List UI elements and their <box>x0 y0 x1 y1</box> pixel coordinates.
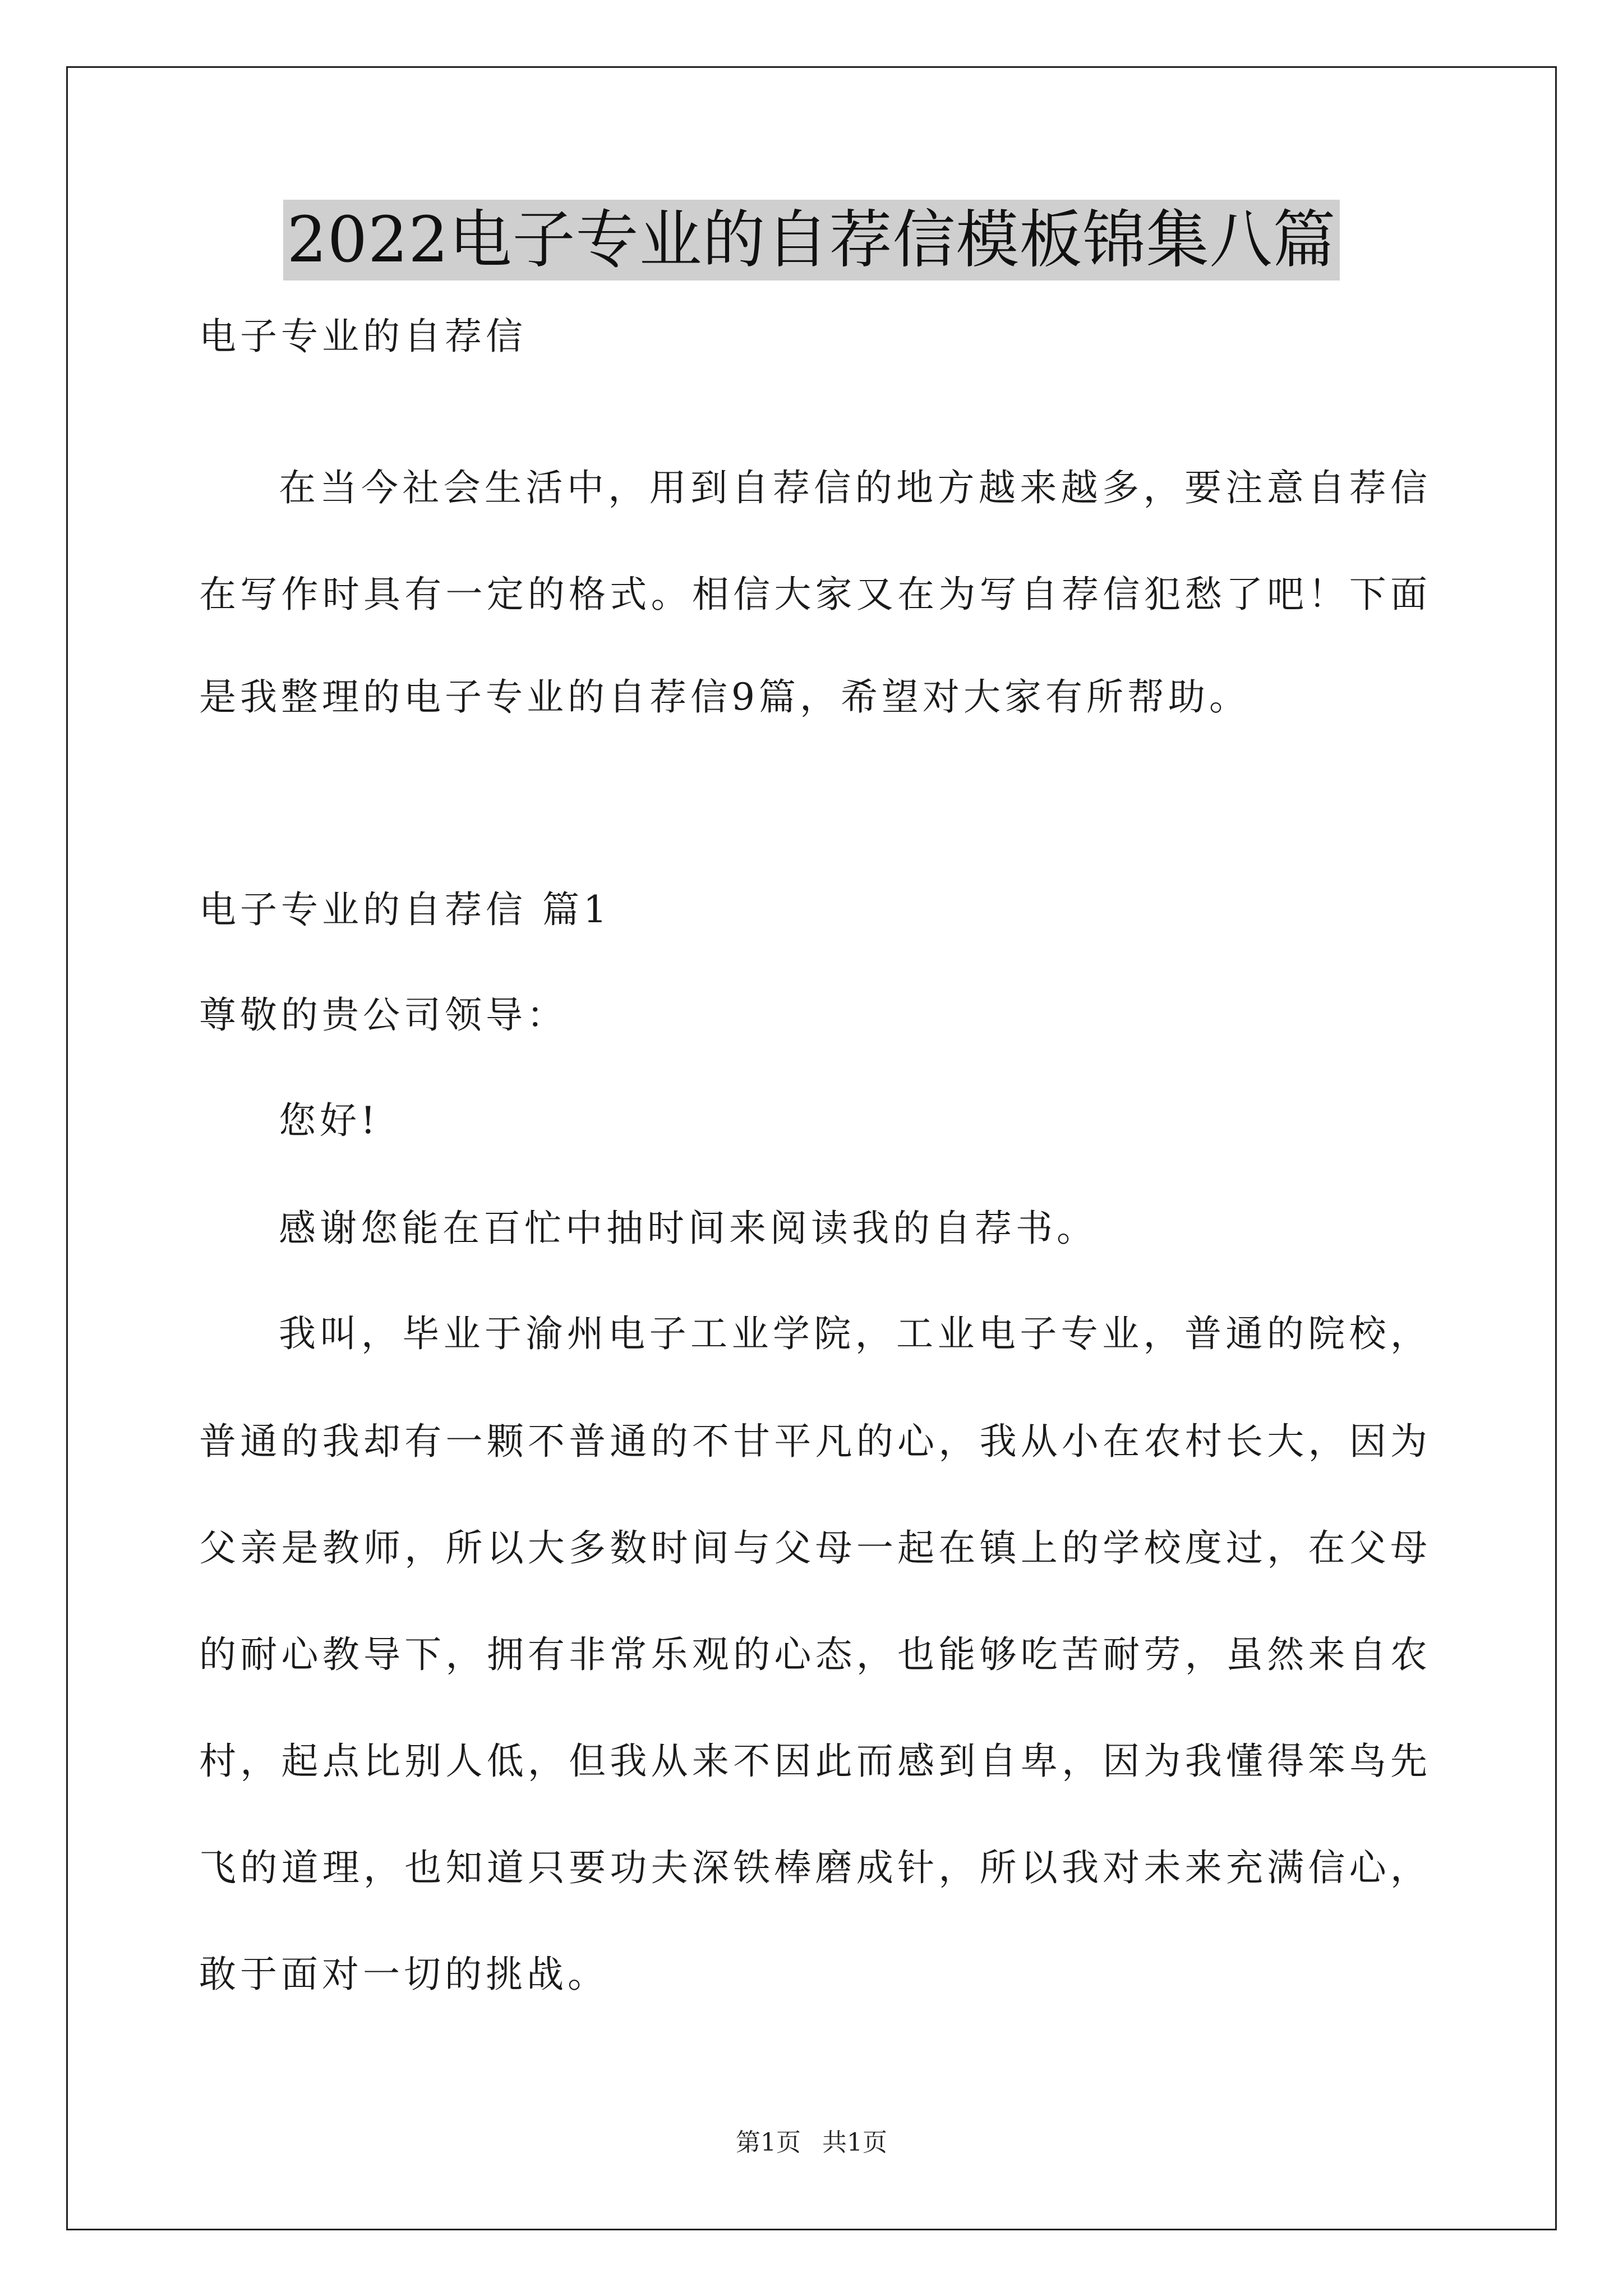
body-line: 的耐心教导下，拥有非常乐观的心态，也能够吃苦耐劳，虽然来自农 <box>199 1633 1427 1676</box>
thanks-line: 感谢您能在百忙中抽时间来阅读我的自荐书。 <box>279 1207 1098 1250</box>
body-line: 我叫，毕业于渝州电子工业学院，工业电子专业，普通的院校， <box>279 1312 1427 1355</box>
page-border <box>66 66 1557 2230</box>
section-heading: 电子专业的自荐信 篇1 <box>199 888 611 931</box>
page-footer <box>0 2128 1623 2158</box>
page-total: 共1页 <box>822 2128 887 2157</box>
body-line: 飞的道理，也知道只要功夫深铁棒磨成针，所以我对未来充满信心， <box>199 1846 1427 1889</box>
intro-line: 是我整理的电子专业的自荐信9篇，希望对大家有所帮助。 <box>199 675 1250 719</box>
greeting: 您好! <box>279 1099 380 1142</box>
document-title: 2022电子专业的自荐信模板锦集八篇 <box>283 200 1339 280</box>
intro-heading: 电子专业的自荐信 <box>199 315 527 358</box>
body-line: 普通的我却有一颗不普通的不甘平凡的心，我从小在农村长大，因为 <box>199 1420 1427 1463</box>
body-line: 父亲是教师，所以大多数时间与父母一起在镇上的学校度过，在父母 <box>199 1526 1427 1570</box>
salutation: 尊敬的贵公司领导： <box>199 993 568 1037</box>
title-container <box>0 200 1623 280</box>
body-line: 敢于面对一切的挑战。 <box>199 1953 608 1996</box>
body-line: 村，起点比别人低，但我从来不因此而感到自卑，因为我懂得笨鸟先 <box>199 1740 1427 1783</box>
intro-line: 在当今社会生活中，用到自荐信的地方越来越多，要注意自荐信 <box>279 466 1427 509</box>
intro-line: 在写作时具有一定的格式。相信大家又在为写自荐信犯愁了吧！下面 <box>199 573 1427 616</box>
page-number: 第1页 <box>736 2128 801 2157</box>
